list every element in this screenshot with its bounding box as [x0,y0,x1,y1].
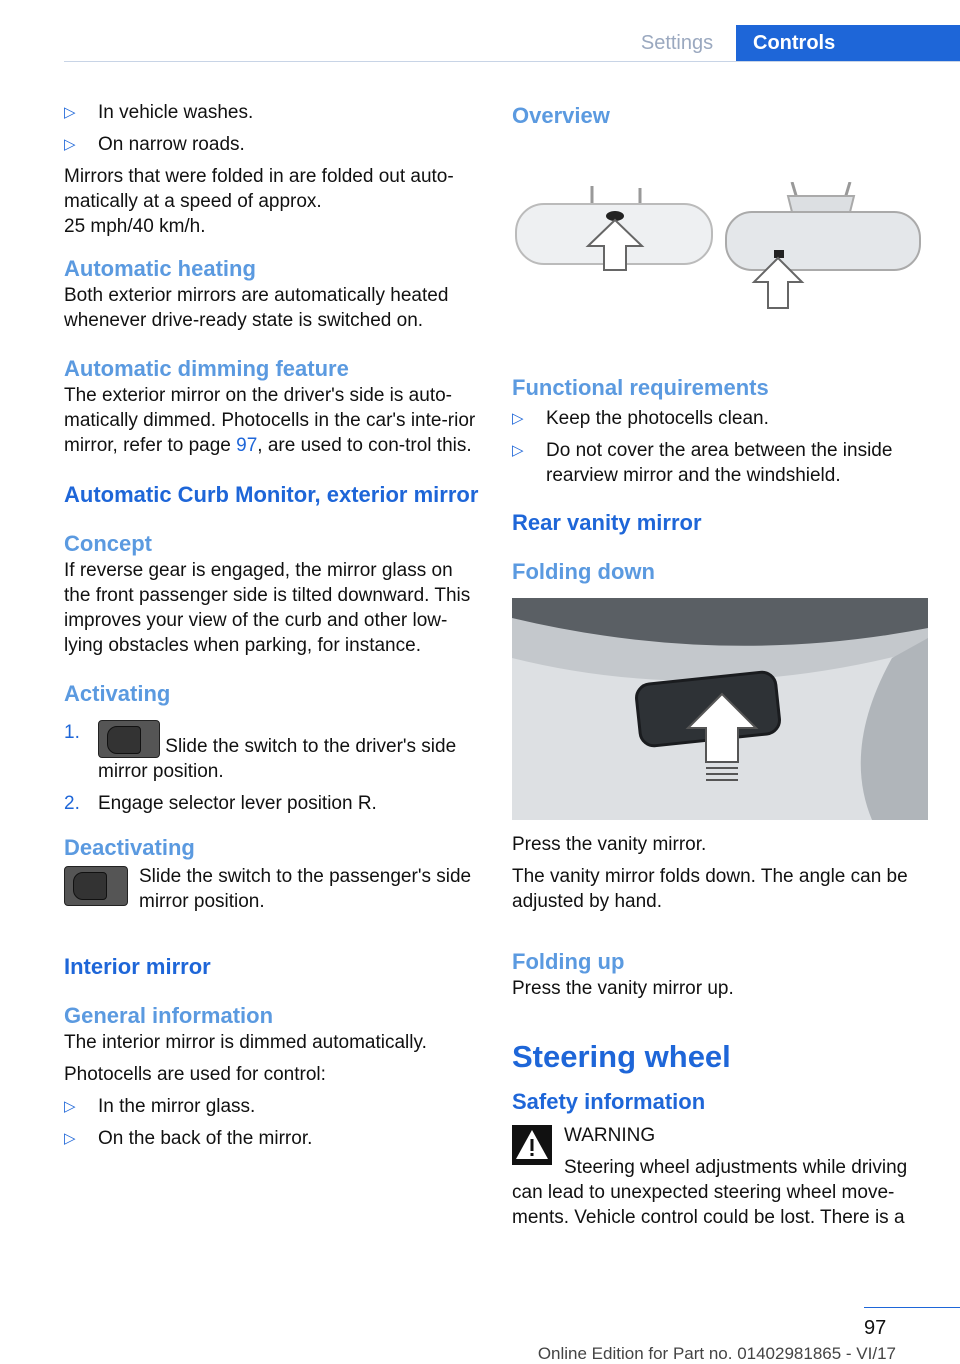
list-item-text: In vehicle washes. [98,102,254,123]
folding-up-heading: Folding up [512,949,625,974]
safety-info-heading: Safety information [512,1089,706,1114]
curb-monitor-heading: Automatic Curb Monitor, exterior mirror [64,482,479,507]
page-link[interactable]: 97 [236,435,258,456]
header-rule [64,61,960,62]
footer-rule [864,1307,960,1308]
deactivating-paragraph: Slide the switch to the passenger's side mirror position. [139,866,472,912]
general-paragraph-2: Photocells are used for control: [64,1064,326,1085]
concept-heading: Concept [64,531,152,556]
step-text: Engage selector lever position R. [98,793,377,814]
general-paragraph-1: The interior mirror is dimmed automatically. [64,1032,427,1053]
dimming-heading: Automatic dimming feature [64,356,349,381]
step-text-1: Slide the switch to the driver's side mirror position. [98,736,457,782]
rear-vanity-heading: Rear vanity mirror [512,510,702,535]
dimming-paragraph [64,383,482,458]
warning-icon [512,1125,552,1165]
mirror-switch-icon [64,866,128,906]
folding-down-paragraph-2: The vanity mirror folds down. The angle can be adjusted by hand. [512,866,908,912]
folding-up-paragraph: Press the vanity mirror up. [512,978,734,999]
list-item-text: Do not cover the area between the inside rearview mirror and the windshield. [546,440,893,486]
deactivating-row [64,864,482,914]
list-item-text: On narrow roads. [98,134,245,155]
tab-settings[interactable]: Settings [640,32,714,54]
warning-block [512,1123,932,1180]
fold-out-line-2: matically at a speed of approx. [64,191,322,212]
interior-mirror-illustration [512,182,932,322]
mirror-front-illustration [516,186,712,270]
list-item-text: On the back of the mirror. [98,1128,313,1149]
list-item [512,438,932,488]
warning-text-block [564,1123,907,1180]
fold-out-line-1: Mirrors that were folded in are folded out auto- [64,166,454,187]
concept-paragraph: If reverse gear is engaged, the mirror glass on the front passenger side is tilted downward. This improves your view of the curb and other low-lying obstacles when parking, for instance. [64,560,471,656]
general-info-heading: General information [64,1003,274,1028]
list-item [64,1126,482,1151]
left-column [64,100,482,1158]
edition-text: Online Edition for Part no. 01402981865 - VI/17 [537,1344,896,1363]
tab-controls[interactable]: Controls [736,25,960,61]
heating-heading: Automatic heating [64,256,256,281]
fold-out-paragraph [64,164,482,239]
step-number: 2. [64,793,80,814]
step-number: 1. [64,722,80,743]
steering-wheel-heading: Steering wheel [512,1039,731,1074]
fold-out-line-3: 25 mph/40 km/h. [64,216,206,237]
triangle-bullet-icon: ▷ [64,104,76,121]
step-text [98,720,482,784]
triangle-bullet-icon: ▷ [64,1130,76,1147]
functional-requirements-heading: Functional requirements [512,375,769,400]
folding-down-heading: Folding down [512,559,655,584]
list-item [64,100,482,125]
list-item [512,406,932,431]
mirror-switch-icon [98,720,160,758]
list-item [64,1094,482,1119]
list-item [64,791,482,816]
deactivating-heading: Deactivating [64,835,195,860]
dimming-text-a: The exterior mirror on the driver's side is auto-matically dimmed. Photocells in the car's inte-rior mirror, refer to page [64,385,476,456]
list-item [64,720,482,784]
triangle-bullet-icon: ▷ [512,410,524,427]
triangle-bullet-icon: ▷ [64,1098,76,1115]
interior-mirror-heading: Interior mirror [64,954,211,979]
overview-heading: Overview [512,103,610,128]
mirror-back-illustration [726,182,920,308]
list-item-text: In the mirror glass. [98,1096,256,1117]
triangle-bullet-icon: ▷ [64,136,76,153]
right-column [512,100,932,1230]
page-number: 97 [864,1317,887,1339]
heating-paragraph: Both exterior mirrors are automatically heated whenever drive-ready state is switched on. [64,285,449,331]
warning-label: WARNING [564,1125,656,1146]
triangle-bullet-icon: ▷ [512,442,524,459]
activating-heading: Activating [64,681,171,706]
list-item [64,132,482,157]
warning-text-line-1: Steering wheel adjustments while driving [564,1157,908,1178]
folding-down-paragraph-1: Press the vanity mirror. [512,834,707,855]
list-item-text: Keep the photocells clean. [546,408,769,429]
dimming-text-b: , are used to con-trol this. [257,435,472,456]
warning-paragraph: can lead to unexpected steering wheel move-ments. Vehicle control could be lost. There is a [512,1182,905,1228]
vanity-mirror-illustration [512,598,928,820]
